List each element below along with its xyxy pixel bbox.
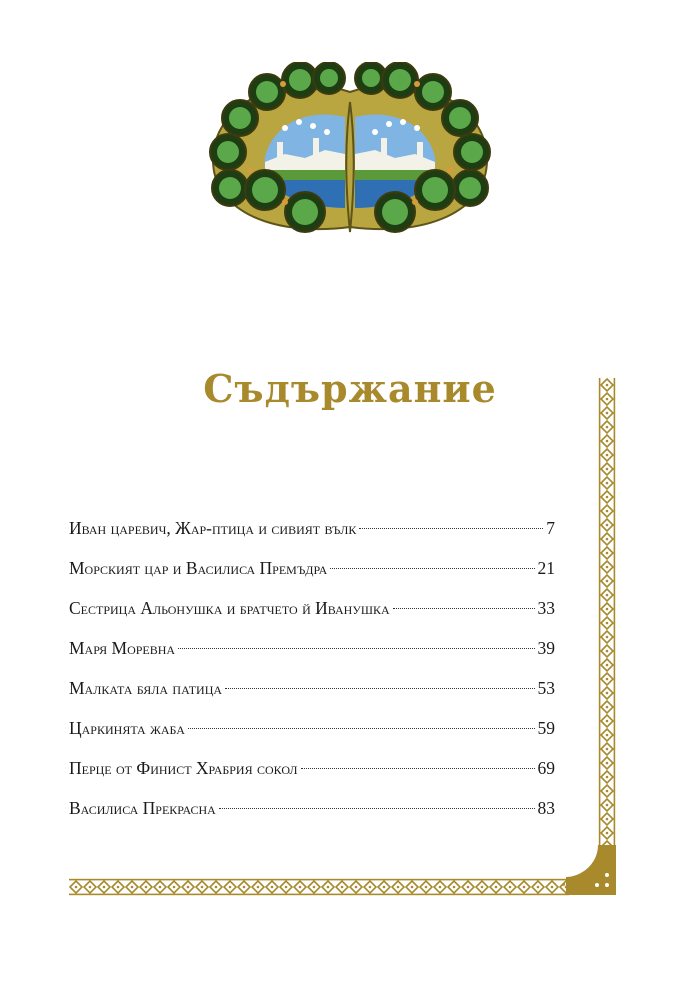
toc-entry-title: Сестрица Альонушка и братчето й Иванушка — [69, 598, 390, 618]
page-title: Съдържание — [203, 366, 497, 411]
toc-entry[interactable] — [69, 508, 555, 548]
toc-entry[interactable] — [69, 788, 555, 828]
toc-entry[interactable] — [69, 668, 555, 708]
toc-entry-title: Маря Моревна — [69, 638, 176, 658]
toc-leader-dots — [301, 768, 535, 769]
toc-entry-page: 83 — [537, 798, 555, 818]
toc-entry-page: 7 — [546, 518, 555, 538]
toc-entry-title: Малката бяла патица — [69, 678, 223, 698]
table-of-contents — [69, 508, 555, 828]
toc-leader-dots — [225, 688, 534, 689]
toc-leader-dots — [330, 568, 534, 569]
ornamental-border-icon — [598, 378, 616, 848]
toc-entry-title: Перце от Финист Храбрия сокол — [69, 758, 298, 778]
toc-leader-dots — [359, 528, 543, 529]
toc-entry-page: 53 — [537, 678, 555, 698]
toc-entry-title: Иван царевич, Жар-птица и сивият вълк — [69, 518, 357, 538]
toc-entry-page: 59 — [537, 718, 555, 738]
ornamental-border-icon — [69, 878, 569, 896]
floral-vignette-icon — [195, 62, 505, 242]
toc-leader-dots — [178, 648, 534, 649]
toc-entry-page: 69 — [537, 758, 555, 778]
toc-entry[interactable] — [69, 588, 555, 628]
toc-entry[interactable] — [69, 708, 555, 748]
toc-entry-title: Царкинята жаба — [69, 718, 185, 738]
toc-entry-page: 39 — [537, 638, 555, 658]
toc-entry-title: Василиса Прекрасна — [69, 798, 216, 818]
toc-entry[interactable] — [69, 628, 555, 668]
toc-leader-dots — [188, 728, 535, 729]
toc-entry-title: Морският цар и Василиса Премъдра — [69, 558, 328, 578]
toc-entry-page: 33 — [537, 598, 555, 618]
toc-leader-dots — [393, 608, 535, 609]
ornamental-border-icon — [560, 845, 630, 910]
toc-leader-dots — [219, 808, 535, 809]
toc-entry[interactable] — [69, 548, 555, 588]
toc-entry-page: 21 — [537, 558, 555, 578]
toc-entry[interactable] — [69, 748, 555, 788]
